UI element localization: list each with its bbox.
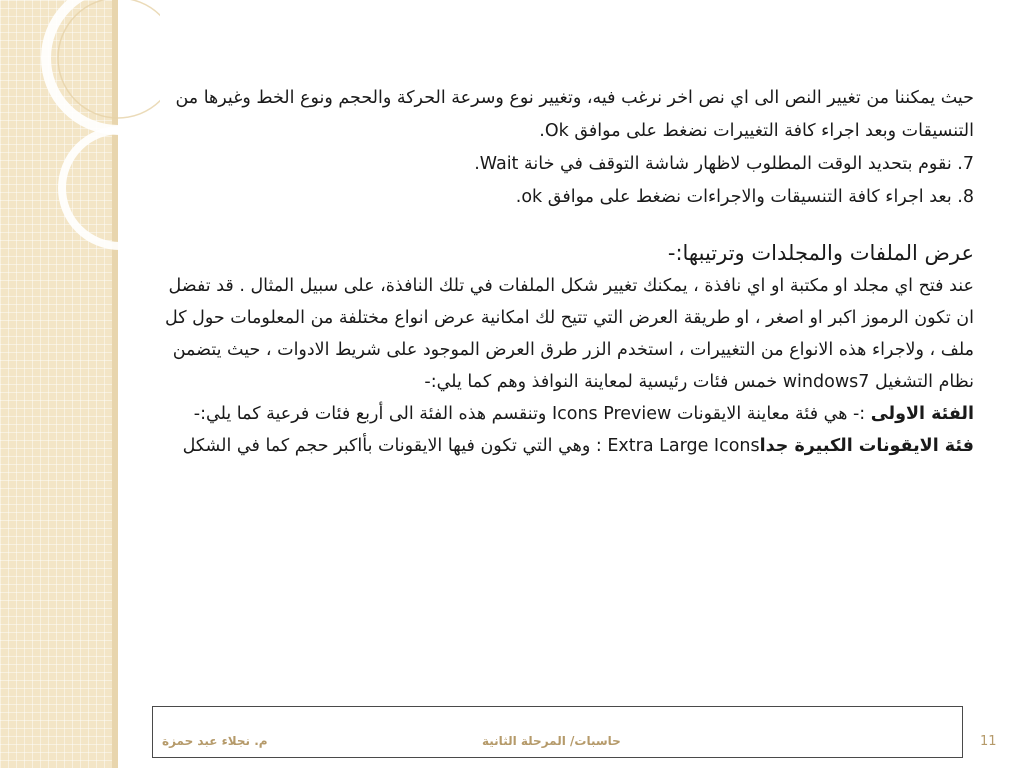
step-8-text: بعد اجراء كافة التنسيقات والاجراءات نضغط على موافق: [547, 187, 952, 207]
decorative-rings: [0, 0, 160, 260]
category-2: [150, 430, 974, 462]
large-ring-icon: [46, 0, 160, 130]
step-7: [150, 148, 974, 181]
small-ring-icon: [62, 130, 160, 246]
category-1-text: :- هي فئة معاينة الايقونات: [676, 404, 866, 424]
slide-content: [150, 82, 974, 462]
category-1: [150, 398, 974, 430]
step-7-text: نقوم بتحديد الوقت المطلوب لاظهار شاشة التوقف في خانة: [524, 154, 952, 174]
step-8: [150, 181, 974, 214]
step-8-number: 8.: [957, 187, 974, 207]
step-7-number: 7.: [957, 154, 974, 174]
paragraph-animation-settings: حيث يمكننا من تغيير النص الى اي نص اخر نرغب فيه، وتغيير نوع وسرعة الحركة والحجم ونوع الخط وغيرها من التنسيقات وبعد اجراء كافة التغييرات نضغط على موافق Ok.: [175, 88, 974, 141]
slide-number: 11: [980, 734, 997, 749]
paragraph-view-files: [150, 270, 974, 398]
os-name: windows7: [782, 372, 870, 392]
step-7-keyword: Wait: [479, 154, 519, 174]
view-files-text: عند فتح اي مجلد او مكتبة او اي نافذة ، يمكنك تغيير شكل الملفات في تلك النافذة، على سبيل المثال . قد تفضل ان تكون الرموز اكبر او اصغر ، او طريقة العرض التي تتيح لك امكانية عرض انواع مختلفة من المعلومات حول كل ملف ، ولاجراء هذه الانواع من التغييرات ، استخدم الزر طرق العرض الموجود على شريط الادوات ، حيث يتضمن نظام التشغيل: [164, 276, 974, 392]
footer-box: [152, 706, 963, 758]
category-2-label: فئة الايقونات الكبيرة جدا: [759, 436, 974, 456]
view-files-end: خمس فئات رئيسية لمعاينة النوافذ وهم كما يلي:-: [424, 372, 778, 392]
category-2-english: Extra Large Icons: [607, 436, 760, 456]
category-2-text: : وهي التي تكون فيها الايقونات بأاكبر حجم كما في الشكل: [182, 436, 602, 456]
inner-ring-icon: [58, 0, 160, 118]
step-7-end: .: [474, 154, 480, 174]
footer-author: م. نجلاء عبد حمزة: [162, 734, 268, 748]
section-heading: عرض الملفات والمجلدات وترتيبها:-: [667, 241, 974, 265]
category-1-subtext: وتنقسم هذه الفئة الى أربع فئات فرعية كما يلي:-: [193, 404, 547, 424]
category-1-label: الفئة الاولى: [870, 404, 974, 424]
step-8-end: .: [515, 187, 522, 207]
category-1-english: Icons Preview: [551, 404, 672, 424]
step-8-keyword: ok: [521, 187, 543, 207]
footer-course: حاسبات/ المرحلة الثانية: [482, 734, 621, 748]
